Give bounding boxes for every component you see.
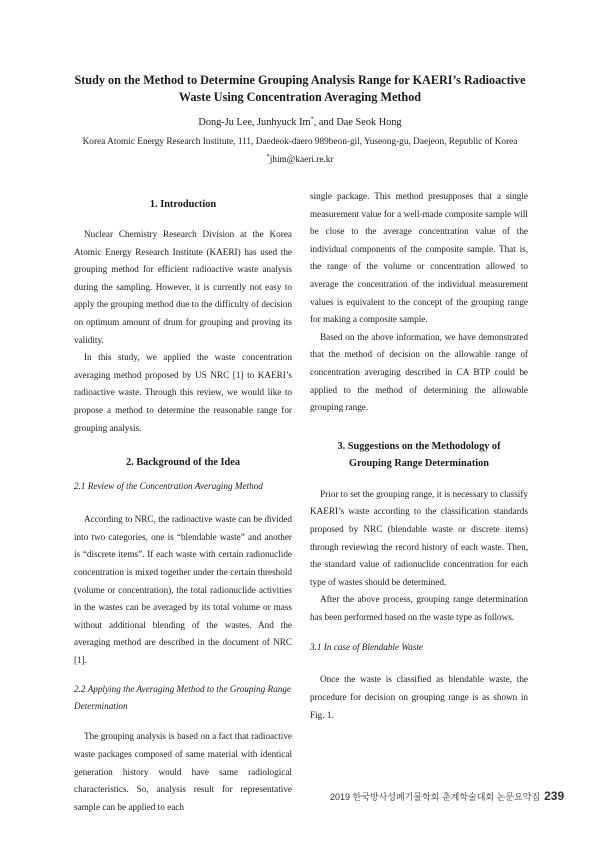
page-number: 239 [544, 789, 565, 803]
section-2-2-paragraph-1: The grouping analysis is based on a fact that radioactive waste packages composed of same material with identical generation history would have same radiological characteristics. So, analysis result for representative sample can be applied to each [74, 731, 292, 812]
section-3-1-paragraph: Once the waste is classified as blendable waste, the procedure for decision on grouping range is as shown in Fig. 1. [310, 674, 528, 720]
author-names-tail: , and Dae Seok Hong [313, 117, 402, 128]
email-mark: * [266, 152, 270, 160]
section-2-heading: 2. Background of the Idea [126, 457, 240, 469]
corresponding-mark: * [310, 115, 314, 123]
title-line-1: Study on the Method to Determine Grouping Analysis Range for KAERI’s Radioactive [74, 73, 526, 87]
section-2-2-paragraph-1-continued: single package. This method presupposes that a single measurement value for a well-made composite sample will be close to the average concentration value of the individual components of the composite sample. That is, the range of the volume or concentration allowed to average the concentration of the individual measurement values is equivalent to the concept of the grouping range for making a composite sample. [310, 191, 528, 325]
right-column [310, 188, 528, 724]
title-line-2: Waste Using Concentration Averaging Method [178, 90, 422, 104]
affiliation: Korea Atomic Energy Research Institute, 111, Daedeok-daero 989beon-gil, Yuseong-gu, Daejeon, Republic of Korea [82, 137, 518, 147]
author-names: Dong-Ju Lee, Junhyuck Im [198, 117, 311, 128]
section-3-heading-line-1: 3. Suggestions on the Methodology of [337, 440, 501, 452]
section-3-paragraph-2: After the above process, grouping range determination has been performed based on the waste type as follows. [310, 594, 528, 622]
email-address: jhim@kaeri.re.kr [269, 155, 334, 165]
section-3-paragraph-1: Prior to set the grouping range, it is necessary to classify KAERI’s waste according to the classification standards proposed by NRC (blendable waste or discrete items) through reviewing the record history of each waste. Then, the standard value of radionuclide concentration for each type of wastes should be determined. [310, 488, 528, 587]
email [40, 152, 560, 165]
section-2-2-paragraph-2: Based on the above information, we have demonstrated that the method of decision on the allowable range of concentration averaging described in CA BTP could be applied to the method of determining the allowable grouping range. [310, 331, 528, 413]
section-3-heading-line-2: Grouping Range Determination [349, 457, 489, 469]
subsection-2-2-heading: 2.2 Applying the Averaging Method to the Grouping Range Determination [74, 684, 291, 712]
authors [40, 117, 560, 128]
page-footer [330, 789, 565, 803]
footer-text: 2019 한국방사성폐기물학회 춘계학술대회 논문요약집 [330, 792, 541, 802]
left-column [74, 196, 292, 816]
subsection-2-1-heading: 2.1 Review of the Concentration Averaging Method [74, 481, 263, 492]
section-3-heading [310, 438, 528, 472]
intro-paragraph-1: Nuclear Chemistry Research Division at the Korea Atomic Energy Research Institute (KAERI) has used the grouping method for efficient radioactive waste analysis during the sampling. However, it is currently not easy to apply the grouping method due to the difficulty of decision on optimum amount of drum for grouping and proving its validity. [74, 229, 292, 345]
paper-title [40, 72, 560, 106]
section-1-heading: 1. Introduction [149, 199, 217, 210]
intro-paragraph-2: In this study, we applied the waste concentration averaging method proposed by US NRC [1] to KAERI’s radioactive waste. Through this review, we would like to propose a method to determine the reasonable range for grouping analysis. [74, 352, 292, 433]
subsection-3-1-heading: 3.1 In case of Blendable Waste [310, 642, 423, 653]
section-2-1-paragraph: According to NRC, the radioactive waste can be divided into two categories, one is “blendable waste” and another is “discrete items”. If each waste with certain radionuclide concentration is mixed together under the certain threshold (volume or concentration), the total radionuclide activities in the wastes can be averaged by its total volume or mass without additional blending of the wastes. And the averaging method are described in the document of NRC [1]. [74, 514, 292, 665]
